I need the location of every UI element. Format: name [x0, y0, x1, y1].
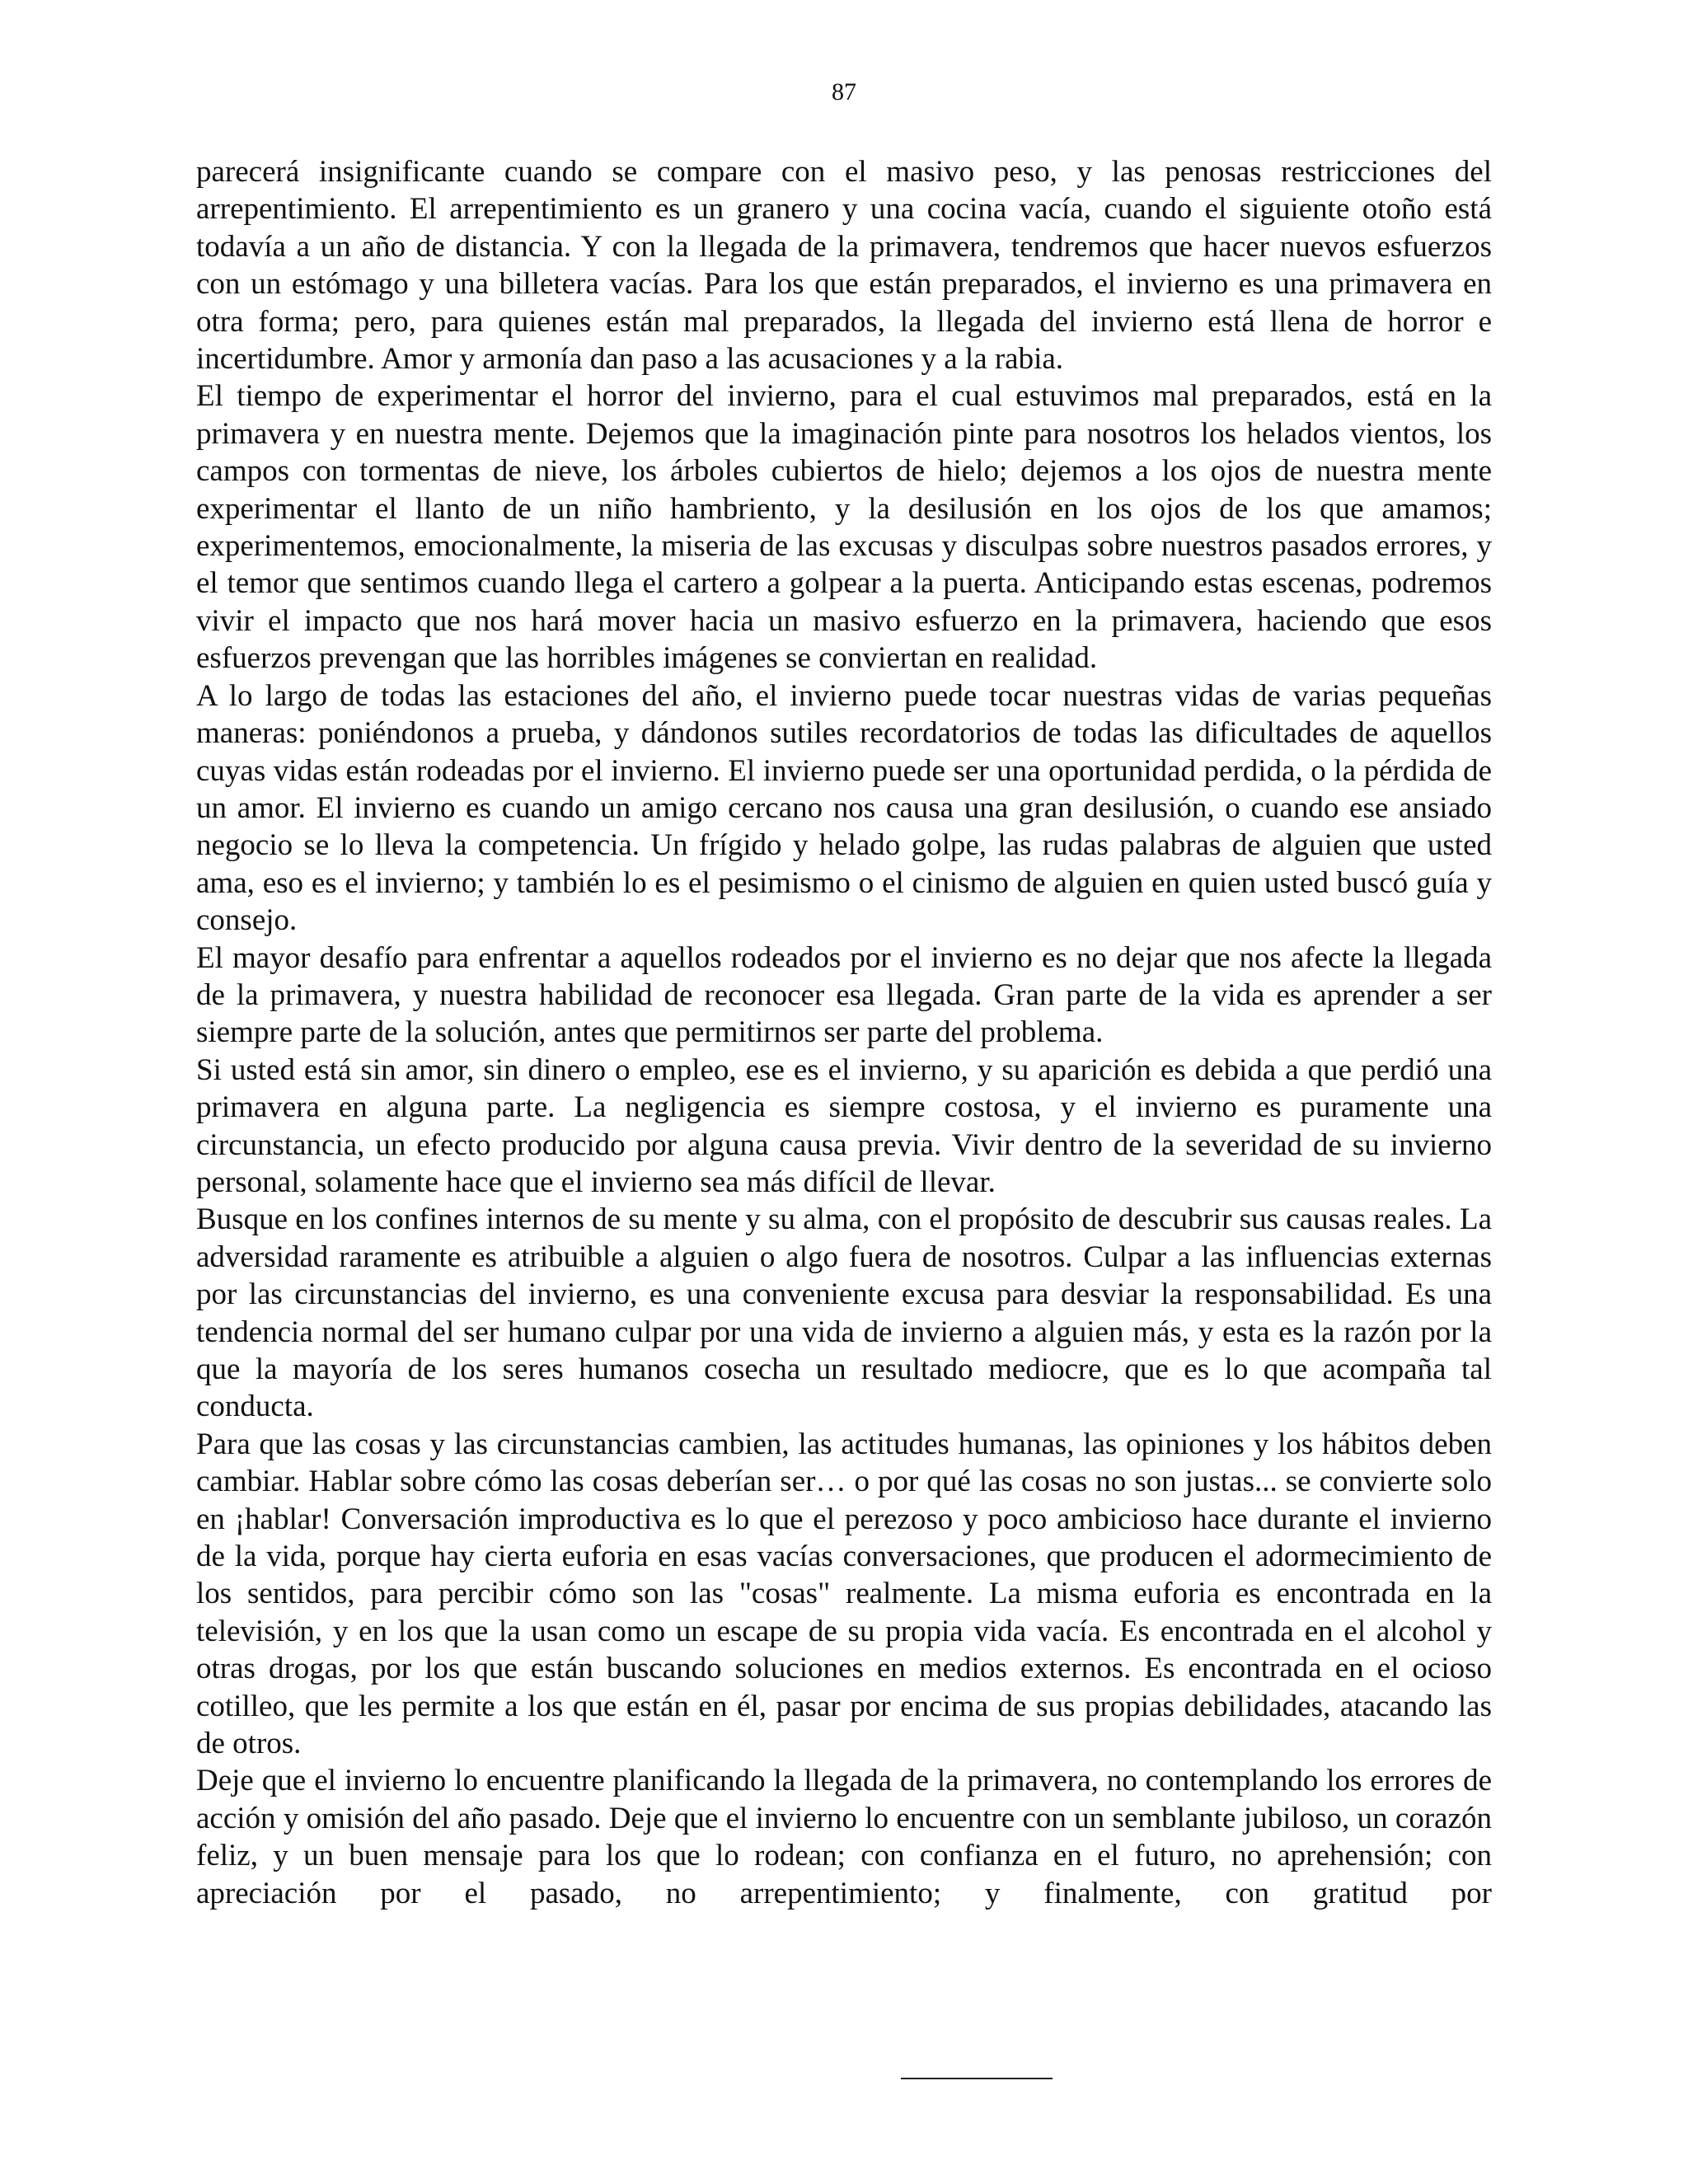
paragraph: parecerá insignificante cuando se compare con el masivo peso, y las penosas restricciones del arrepentimiento. El arrepentimiento es un granero y una cocina vacía, cuando el siguiente otoño está todavía a un año de distancia. Y con la llegada de la primavera, tendremos que hacer nuevos esfuerzos con un estómago y una billetera vacías. Para los que están preparados, el invierno es una primavera en otra forma; pero, para quienes están mal preparados, la llegada del invierno está llena de horror e incertidumbre. Amor y armonía dan paso a las acusaciones y a la rabia. [196, 155, 1492, 377]
paragraph: El mayor desafío para enfrentar a aquellos rodeados por el invierno es no dejar que nos afecte la llegada de la primavera, y nuestra habilidad de reconocer esa llegada. Gran parte de la vida es aprender a ser siempre parte de la solución, antes que permitirnos ser parte del problema. [196, 940, 1492, 1050]
paragraph: El tiempo de experimentar el horror del invierno, para el cual estuvimos mal preparados, está en la primavera y en nuestra mente. Dejemos que la imaginación pinte para nosotros los helados vientos, los campos con tormentas de nieve, los árboles cubiertos de hielo; dejemos a los ojos de nuestra mente experimentar el llanto de un niño hambriento, y la desilusión en los ojos de los que amamos; experimentemos, emocionalmente, la miseria de las excusas y disculpas sobre nuestros pasados errores, y el temor que sentimos cuando llega el cartero a golpear a la puerta. Anticipando estas escenas, podremos vivir el impacto que nos hará mover hacia un masivo esfuerzo en la primavera, haciendo que esos esfuerzos prevengan que las horribles imágenes se conviertan en realidad. [196, 379, 1492, 676]
paragraph: Busque en los confines internos de su mente y su alma, con el propósito de descubrir sus causas reales. La adversidad raramente es atribuible a alguien o algo fuera de nosotros. Culpar a las influencias externas por las circunstancias del invierno, es una conveniente excusa para desviar la responsabilidad. Es una tendencia normal del ser humano culpar por una vida de invierno a alguien más, y esta es la razón por la que la mayoría de los seres humanos cosecha un resultado mediocre, que es lo que acompaña tal conducta. [196, 1202, 1492, 1424]
footnote-separator [901, 2078, 1053, 2079]
paragraph: Para que las cosas y las circunstancias cambien, las actitudes humanas, las opiniones y los hábitos deben cambiar. Hablar sobre cómo las cosas deberían ser… o por qué las cosas no son justas... se convierte solo en ¡hablar! Conversación improductiva es lo que el perezoso y poco ambicioso hace durante el invierno de la vida, porque hay cierta euforia en esas vacías conversaciones, que producen el adormecimiento de los sentidos, para percibir cómo son las "cosas" realmente. La misma euforia es encontrada en la televisión, y en los que la usan como un escape de su propia vida vacía. Es encontrada en el alcohol y otras drogas, por los que están buscando soluciones en medios externos. Es encontrada en el ocioso cotilleo, que les permite a los que están en él, pasar por encima de sus propias debilidades, atacando las de otros. [196, 1427, 1492, 1761]
body-text [196, 153, 1492, 1912]
page-number: 87 [832, 78, 856, 105]
paragraph-continued: Deje que el invierno lo encuentre planificando la llegada de la primavera, no contemplando los errores de acción y omisión del año pasado. Deje que el invierno lo encuentre con un semblante jubiloso, un corazón feliz, y un buen mensaje para los que lo rodean; con confianza en el futuro, no aprehensión; con apreciación por el pasado, no arrepentimiento; y finalmente, con gratitud por [196, 1764, 1492, 1910]
paragraph: Si usted está sin amor, sin dinero o empleo, ese es el invierno, y su aparición es debida a que perdió una primavera en alguna parte. La negligencia es siempre costosa, y el invierno es puramente una circunstancia, un efecto producido por alguna causa previa. Vivir dentro de la severidad de su invierno personal, solamente hace que el invierno sea más difícil de llevar. [196, 1052, 1492, 1199]
paragraph: A lo largo de todas las estaciones del año, el invierno puede tocar nuestras vidas de varias pequeñas maneras: poniéndonos a prueba, y dándonos sutiles recordatorios de todas las dificultades de aquellos cuyas vidas están rodeadas por el invierno. El invierno puede ser una oportunidad perdida, o la pérdida de un amor. El invierno es cuando un amigo cercano nos causa una gran desilusión, o cuando ese ansiado negocio se lo lleva la competencia. Un frígido y helado golpe, las rudas palabras de alguien que usted ama, eso es el invierno; y también lo es el pesimismo o el cinismo de alguien en quien usted buscó guía y consejo. [196, 678, 1492, 938]
